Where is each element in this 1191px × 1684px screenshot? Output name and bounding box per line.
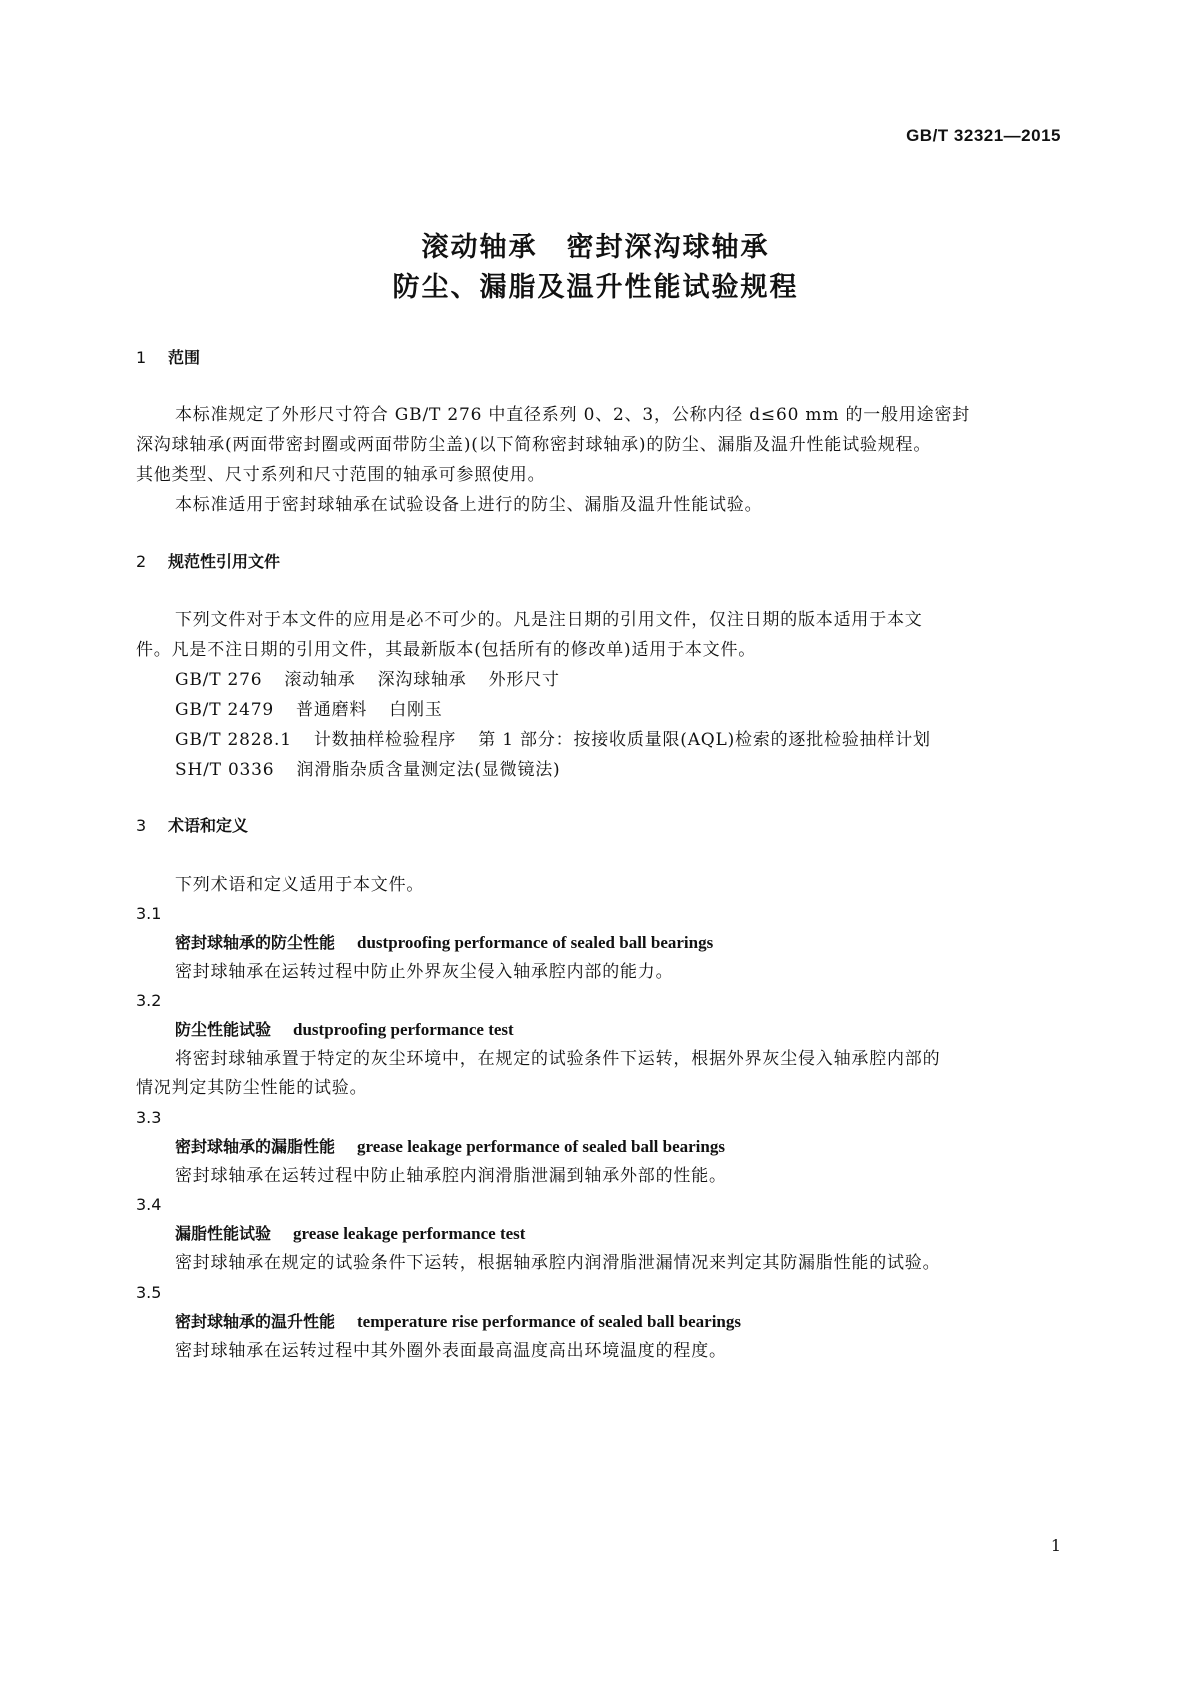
term-definition: 密封球轴承在运转过程中其外圈外表面最高温度高出环境温度的程度。: [175, 1341, 727, 1361]
term-heading: [175, 930, 713, 956]
term-chinese: 密封球轴承的温升性能: [175, 1312, 336, 1331]
reference-title-part: 深沟球轴承: [377, 670, 467, 690]
section-2-heading: [136, 549, 280, 575]
paragraph-line: 深沟球轴承(两面带密封圈或两面带防尘盖)(以下简称密封球轴承)的防尘、漏脂及温升性能试验规程。: [136, 435, 932, 455]
reference-code: GB/T 2828.1: [175, 730, 292, 750]
clause-number: 3.1: [136, 904, 162, 923]
reference-title-part: 第 1 部分：按接收质量限(AQL)检索的逐批检验抽样计划: [478, 730, 931, 750]
reference-title-part: 计数抽样检验程序: [313, 730, 457, 750]
reference-code: GB/T 2479: [175, 700, 275, 720]
reference-code: SH/T 0336: [175, 760, 275, 780]
section-title: 范围: [168, 348, 201, 367]
title-line-2: 防尘、漏脂及温升性能试验规程: [392, 272, 799, 303]
term-chinese: 密封球轴承的防尘性能: [175, 933, 336, 952]
term-english: grease leakage performance of sealed ball bearings: [357, 1137, 725, 1156]
paragraph-line: 下列术语和定义适用于本文件。: [175, 875, 425, 895]
term-english: grease leakage performance test: [293, 1224, 526, 1243]
clause-number: 3.2: [136, 991, 162, 1010]
section-number: 2: [136, 552, 147, 571]
clause-number: 3.3: [136, 1108, 162, 1127]
term-english: dustproofing performance test: [293, 1020, 514, 1039]
section-title: 规范性引用文件: [168, 552, 281, 571]
clause-number: 3.5: [136, 1283, 162, 1302]
standard-code: GB/T 32321—2015: [906, 126, 1061, 145]
term-chinese: 漏脂性能试验: [175, 1224, 272, 1243]
term-definition: 将密封球轴承置于特定的灰尘环境中，在规定的试验条件下运转，根据外界灰尘侵入轴承腔内部的: [175, 1049, 941, 1069]
section-number: 1: [136, 348, 147, 367]
term-heading: [175, 1017, 514, 1043]
reference-title-part: 白刚玉: [389, 700, 443, 720]
title-line-1: 滚动轴承 密封深沟球轴承: [421, 232, 770, 263]
paragraph-line: 下列文件对于本文件的应用是必不可少的。凡是注日期的引用文件，仅注日期的版本适用于本文: [175, 610, 923, 630]
paragraph-line: 本标准适用于密封球轴承在试验设备上进行的防尘、漏脂及温升性能试验。: [175, 495, 763, 515]
term-definition: 密封球轴承在运转过程中防止外界灰尘侵入轴承腔内部的能力。: [175, 962, 674, 982]
term-english: dustproofing performance of sealed ball bearings: [357, 933, 714, 952]
term-definition: 密封球轴承在规定的试验条件下运转，根据轴承腔内润滑脂泄漏情况来判定其防漏脂性能的试验。: [175, 1253, 941, 1273]
clause-number: 3.4: [136, 1195, 162, 1214]
reference-item: [175, 697, 1055, 723]
term-english: temperature rise performance of sealed ball bearings: [357, 1312, 742, 1331]
term-heading: [175, 1309, 741, 1335]
term-definition: 密封球轴承在运转过程中防止轴承腔内润滑脂泄漏到轴承外部的性能。: [175, 1166, 727, 1186]
paragraph-line: 其他类型、尺寸系列和尺寸范围的轴承可参照使用。: [136, 465, 546, 485]
reference-title-part: 滚动轴承: [284, 670, 356, 690]
reference-code: GB/T 276: [175, 670, 263, 690]
section-title: 术语和定义: [168, 816, 249, 835]
term-chinese: 密封球轴承的漏脂性能: [175, 1137, 336, 1156]
reference-title-part: 外形尺寸: [488, 670, 560, 690]
section-1-heading: [136, 345, 200, 371]
term-heading: [175, 1221, 525, 1247]
reference-item: [175, 667, 1055, 693]
section-number: 3: [136, 816, 147, 835]
reference-title-part: 普通磨料: [296, 700, 368, 720]
reference-item: [175, 757, 1055, 783]
term-definition: 情况判定其防尘性能的试验。: [136, 1078, 368, 1098]
section-3-heading: [136, 813, 248, 839]
term-chinese: 防尘性能试验: [175, 1020, 272, 1039]
paragraph-line: 件。凡是不注日期的引用文件，其最新版本(包括所有的修改单)适用于本文件。: [136, 640, 757, 660]
term-heading: [175, 1134, 725, 1160]
reference-item: [175, 727, 1055, 753]
reference-title-part: 润滑脂杂质含量测定法(显微镜法): [296, 760, 561, 780]
page-number: 1: [1050, 1536, 1061, 1555]
paragraph-line: 本标准规定了外形尺寸符合 GB/T 276 中直径系列 0、2、3，公称内径 d≤60 mm 的一般用途密封: [175, 405, 971, 425]
